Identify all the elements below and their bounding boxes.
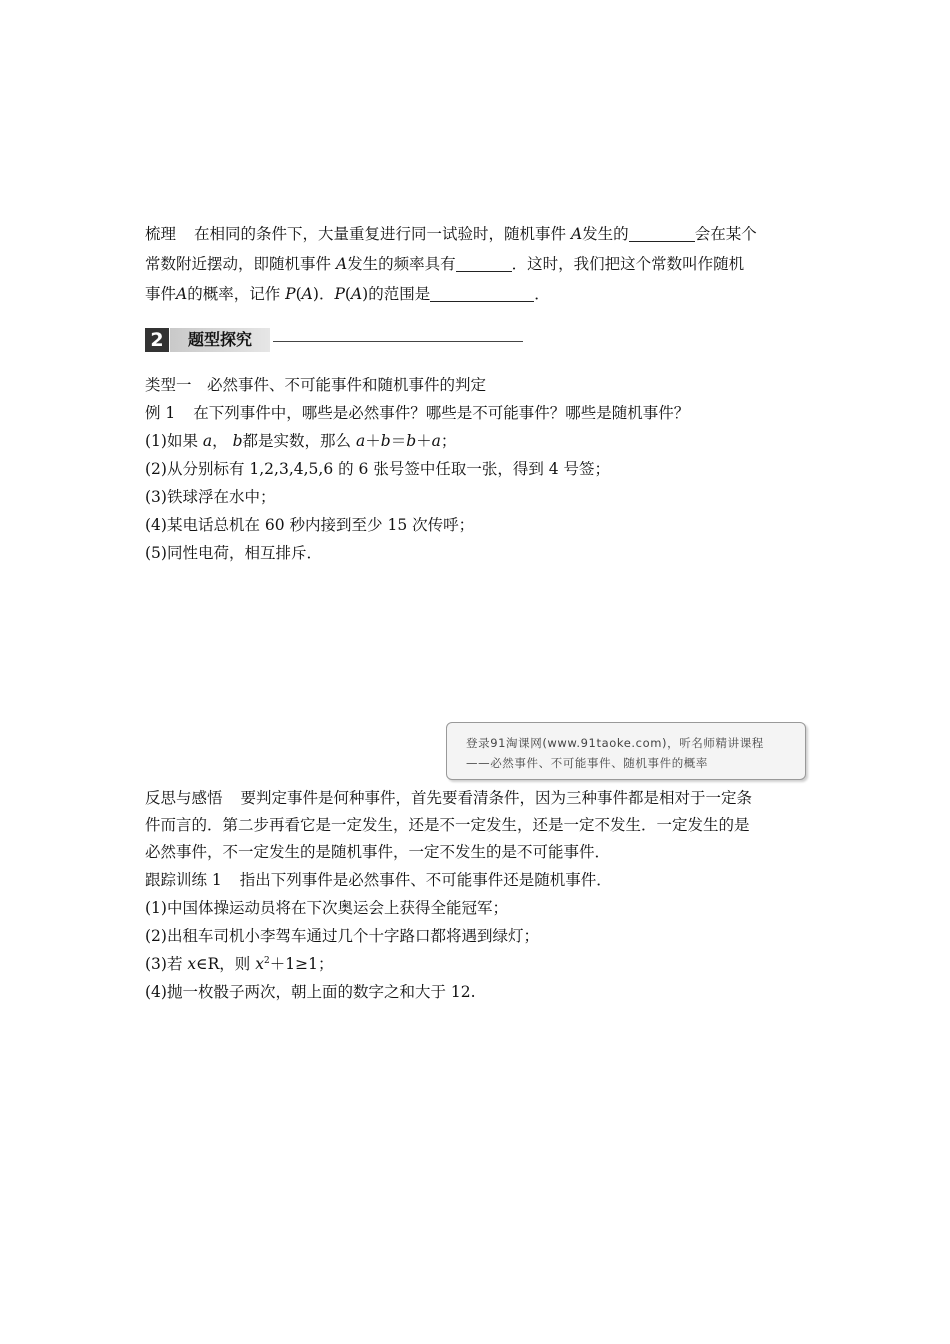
summary-text: 发生的 [582, 225, 629, 243]
section-header [145, 328, 525, 352]
fill-blank-frequency[interactable] [629, 223, 695, 242]
example-item-5: (5)同性电荷，相互排斥． [145, 544, 322, 562]
item-text: 都是实数，那么 [242, 432, 352, 450]
example-item-3: (3)铁球浮在水中； [145, 488, 276, 506]
prob-symbol: P [334, 285, 345, 303]
item-text: ＋1≥1； [269, 955, 334, 973]
item-text: (1)如果 [145, 432, 198, 450]
math-var: x [187, 955, 197, 973]
event-var: A [301, 285, 313, 303]
example-item-1 [145, 427, 807, 455]
summary-text: 发生的频率具有 [347, 255, 456, 273]
practice-label: 跟踪训练 1 [145, 871, 222, 889]
summary-line-1 [145, 219, 807, 249]
section-number: 2 [145, 328, 169, 352]
item-text: ； [440, 432, 457, 450]
example-item-2: (2)从分别标有 1,2,3,4,5,6 的 6 张号签中任取一张，得到 4 号签； [145, 460, 611, 478]
summary-text: 事件 [145, 285, 177, 303]
type-title: 类型一 必然事件、不可能事件和随机事件的判定 [145, 376, 487, 394]
math-var: a [431, 432, 441, 450]
item-text: ∈R，则 [196, 955, 251, 973]
summary-text: 的范围是 [368, 285, 431, 303]
summary-text: 的概率，记作 [187, 285, 281, 303]
item-text: (3)若 [145, 955, 183, 973]
example-label: 例 1 [145, 404, 176, 422]
example-question: 在下列事件中，哪些是必然事件？哪些是不可能事件？哪些是随机事件？ [193, 404, 690, 422]
math-var: b [406, 432, 417, 450]
reflection-block [145, 785, 807, 866]
summary-text: 会在某个 [694, 225, 757, 243]
summary-text: ． [534, 285, 550, 303]
reflection-label: 反思与感悟 [145, 789, 223, 807]
paren: ) [312, 285, 319, 303]
reflection-line-1 [145, 785, 807, 812]
example-heading [145, 399, 807, 427]
event-var: A [335, 255, 348, 273]
reflection-line-3: 必然事件，不一定发生的是随机事件，一定不发生的是不可能事件． [145, 843, 611, 861]
summary-text: 在相同的条件下，大量重复进行同一试验时，随机事件 [194, 225, 567, 243]
example-item-4: (4)某电话总机在 60 秒内接到至少 15 次传呼； [145, 516, 475, 534]
paren: ( [295, 285, 302, 303]
summary-text: 常数附近摆动，即随机事件 [145, 255, 332, 273]
paren: ( [344, 285, 351, 303]
section-title: 题型探究 [170, 328, 270, 352]
item-text: ， [212, 432, 228, 450]
course-link-line-2[interactable]: ——必然事件、不可能事件、随机事件的概率 [466, 756, 708, 770]
practice-item-3 [145, 950, 807, 978]
event-var: A [350, 285, 363, 303]
practice-item-1: (1)中国体操运动员将在下次奥运会上获得全能冠军； [145, 899, 508, 917]
practice-question: 指出下列事件是必然事件、不可能事件还是随机事件． [239, 871, 612, 889]
summary-line-3 [145, 279, 807, 309]
course-link-box[interactable] [446, 722, 806, 780]
fill-blank-range[interactable] [430, 283, 534, 302]
fill-blank-stability[interactable] [456, 253, 512, 272]
math-var: a [202, 432, 213, 450]
math-op: ＋ [365, 432, 381, 450]
summary-text: ．这时，我们把这个常数叫作随机 [511, 255, 745, 273]
event-var: A [176, 285, 188, 303]
event-var: A [570, 225, 583, 243]
prob-symbol: P [285, 285, 296, 303]
reflection-text: 要判定事件是何种事件，首先要看清条件，因为三种事件都是相对于一定条 [240, 789, 753, 807]
math-op: ＝ [390, 432, 407, 450]
summary-paragraph [145, 219, 807, 309]
math-var: b [232, 432, 243, 450]
summary-line-2 [145, 249, 807, 279]
practice-block [145, 866, 807, 1006]
math-var: x [255, 955, 264, 973]
reflection-line-2: 件而言的．第二步再看它是一定发生，还是不一定发生，还是一定不发生．一定发生的是 [145, 816, 750, 834]
math-var: b [380, 432, 391, 450]
practice-item-2: (2)出租车司机小李驾车通过几个十字路口都将遇到绿灯； [145, 927, 539, 945]
section-rule [273, 341, 523, 342]
practice-item-4: (4)抛一枚骰子两次，朝上面的数字之和大于 12. [145, 983, 476, 1001]
example-block [145, 371, 807, 567]
exponent: 2 [264, 956, 270, 966]
math-var: a [356, 432, 366, 450]
course-link-line-1[interactable]: 登录91淘课网(www.91taoke.com)，听名师精讲课程 [466, 736, 764, 750]
math-op: ＋ [416, 432, 432, 450]
summary-heading: 梳理 [145, 225, 177, 243]
summary-text: ． [318, 285, 335, 303]
paren: ) [362, 285, 369, 303]
practice-heading [145, 866, 807, 894]
